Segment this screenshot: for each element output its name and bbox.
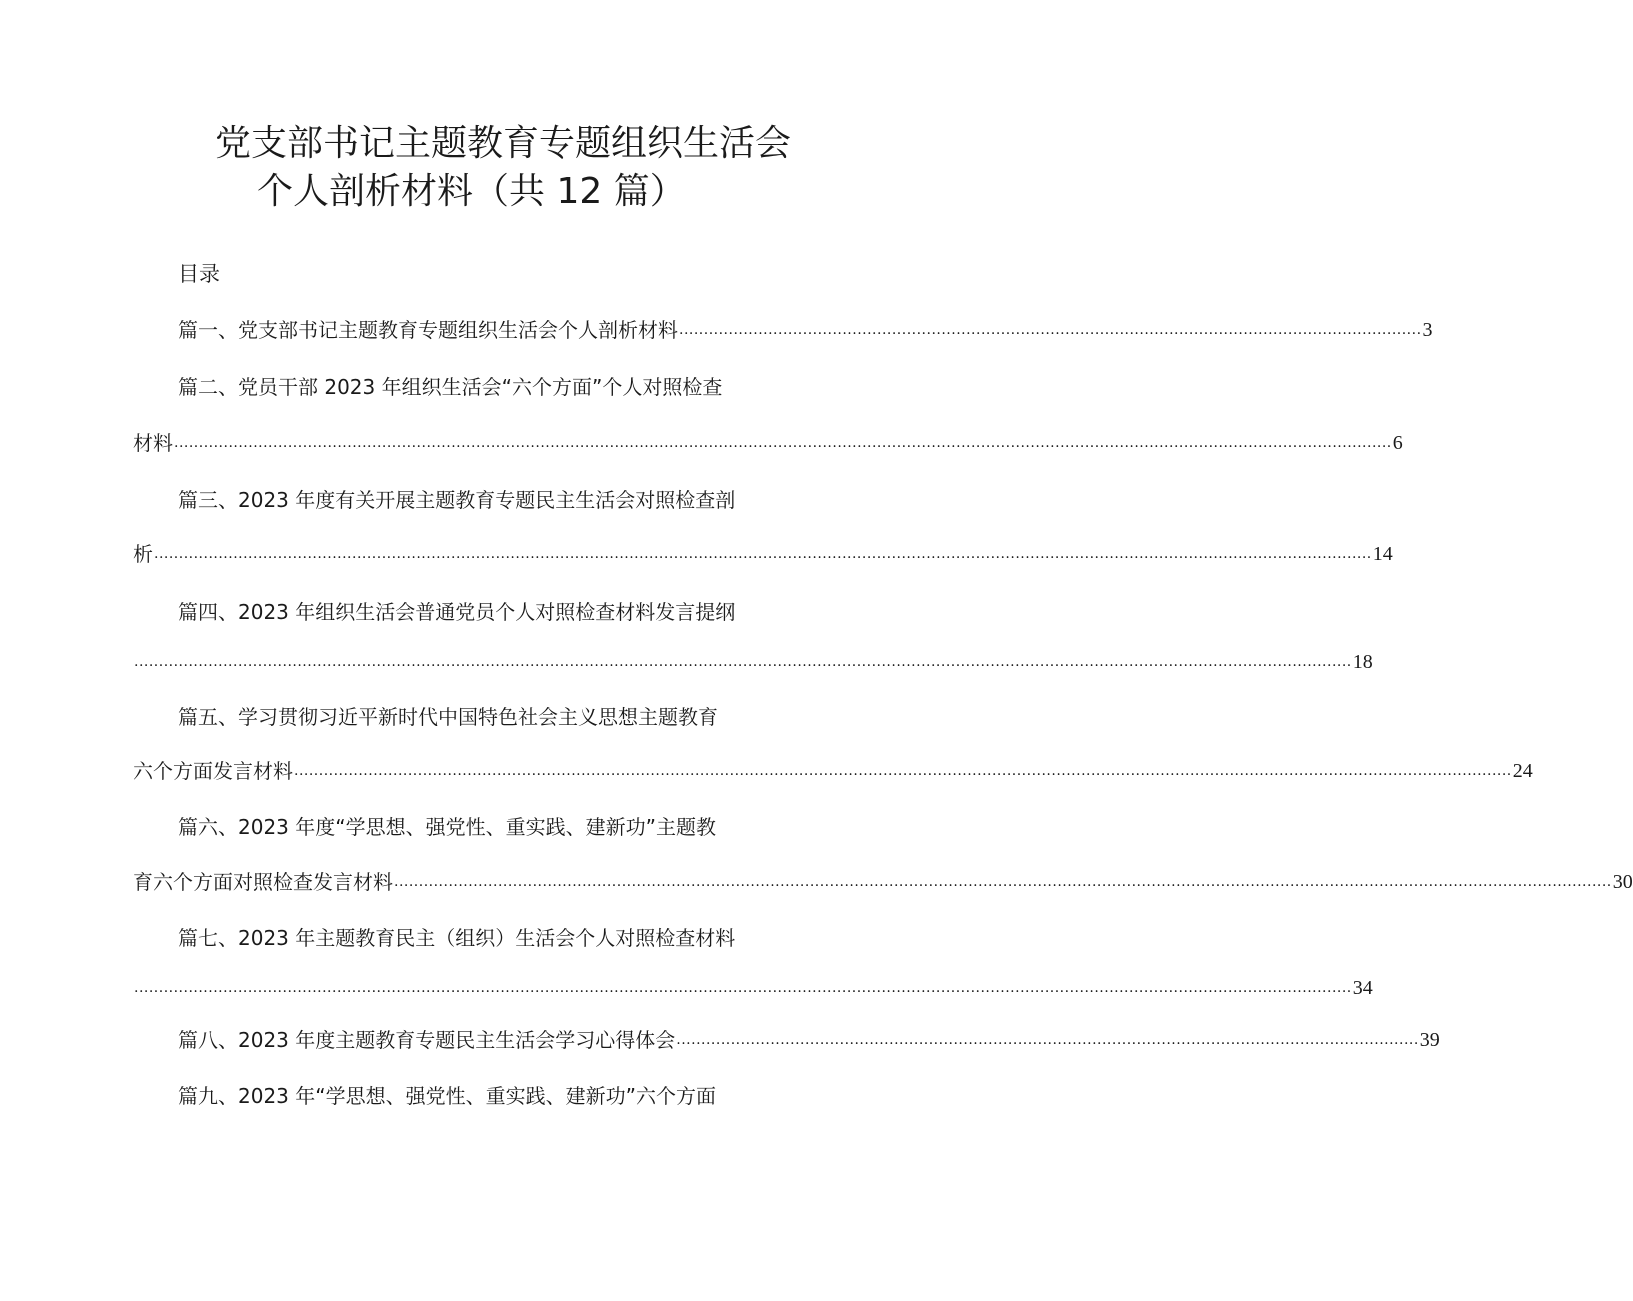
toc-entry-5-line-1[interactable]: 篇五、学习贯彻习近平新时代中国特色社会主义思想主题教育 <box>178 705 718 729</box>
toc-entry-title: 析 <box>133 542 153 566</box>
toc-page-number: 24 <box>1512 760 1533 782</box>
toc-entry-title: 篇一、党支部书记主题教育专题组织生活会个人剖析材料 <box>178 318 678 342</box>
toc-page-number: 39 <box>1419 1029 1440 1051</box>
toc-leader-dots: ...................................................................................................................................................................................................................................................... <box>134 980 1352 996</box>
toc-entry-8[interactable] <box>178 1027 1440 1053</box>
toc-entry-4[interactable] <box>133 649 1373 675</box>
toc-page-number: 6 <box>1392 432 1403 454</box>
toc-entry-6[interactable] <box>133 869 1633 895</box>
toc-page-number: 18 <box>1352 651 1373 673</box>
toc-entry-1[interactable] <box>178 317 1433 343</box>
toc-page-number: 30 <box>1612 871 1633 893</box>
toc-entry-3-line-1[interactable]: 篇三、2023 年度有关开展主题教育专题民主生活会对照检查剖 <box>178 488 736 512</box>
toc-leader-dots: ...................................................................................................................................................................................................................................................... <box>394 874 1612 890</box>
toc-entry-2[interactable] <box>133 430 1403 456</box>
toc-entry-7[interactable] <box>133 975 1373 1001</box>
toc-leader-dots: ...................................................................................................................................................................................................................................................... <box>294 763 1512 779</box>
toc-leader-dots: ...................................................................................................................................................................................................................................................... <box>174 435 1392 451</box>
toc-leader-dots: ...................................................................................................................................................................................................................................................... <box>154 546 1372 562</box>
toc-entry-title: 六个方面发言材料 <box>133 759 293 783</box>
toc-entry-4-line-1[interactable]: 篇四、2023 年组织生活会普通党员个人对照检查材料发言提纲 <box>178 600 736 624</box>
toc-leader-dots: ...................................................................................................................................................... <box>679 322 1422 338</box>
toc-page-number: 3 <box>1422 319 1433 341</box>
toc-entry-title: 育六个方面对照检查发言材料 <box>133 870 393 894</box>
toc-leader-dots: ...................................................................................................................................................... <box>676 1032 1419 1048</box>
toc-heading: 目录 <box>178 262 220 286</box>
toc-entry-5[interactable] <box>133 758 1533 784</box>
toc-entry-7-line-1[interactable]: 篇七、2023 年主题教育民主（组织）生活会个人对照检查材料 <box>178 926 736 950</box>
toc-page-number: 14 <box>1372 543 1393 565</box>
document-title-line-1: 党支部书记主题教育专题组织生活会 <box>215 123 792 164</box>
document-title-line-2: 个人剖析材料（共 12 篇） <box>257 171 686 212</box>
toc-entry-title: 材料 <box>133 431 173 455</box>
toc-page-number: 34 <box>1352 977 1373 999</box>
toc-entry-9-line-1[interactable]: 篇九、2023 年“学思想、强党性、重实践、建新功”六个方面 <box>178 1084 716 1108</box>
toc-entry-title: 篇八、2023 年度主题教育专题民主生活会学习心得体会 <box>178 1028 676 1052</box>
toc-entry-6-line-1[interactable]: 篇六、2023 年度“学思想、强党性、重实践、建新功”主题教 <box>178 815 716 839</box>
toc-leader-dots: ...................................................................................................................................................................................................................................................... <box>134 654 1352 670</box>
toc-entry-2-line-1[interactable]: 篇二、党员干部 2023 年组织生活会“六个方面”个人对照检查 <box>178 375 723 399</box>
toc-entry-3[interactable] <box>133 541 1393 567</box>
